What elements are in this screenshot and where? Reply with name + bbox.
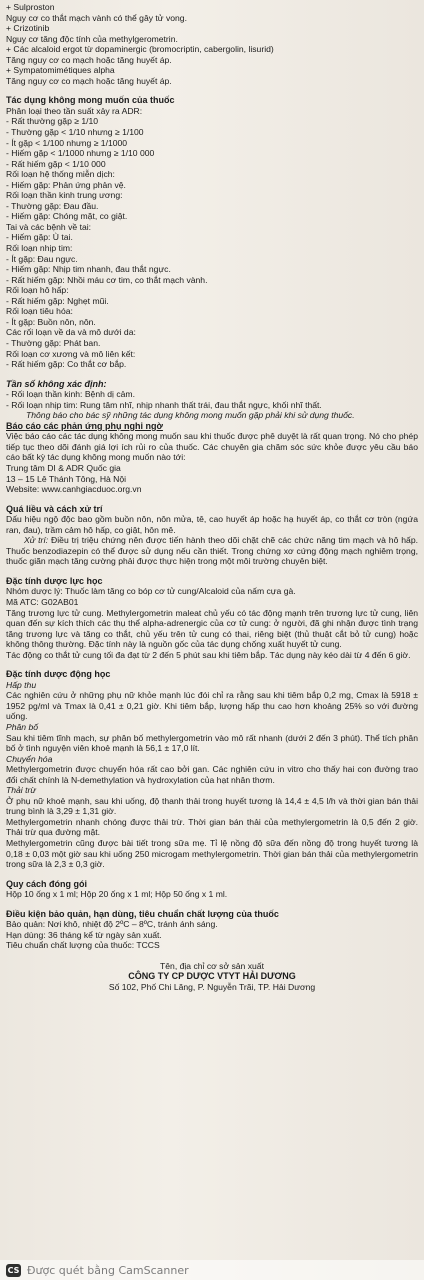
elimination-text: Ở phụ nữ khoẻ mạnh, sau khi uống, độ thanh thải trong huyết tương là 14,4 ± 4,5 l/h và thời gian bán thải trung bình là 3,29 ± 1,31 giờ. Methylergometrin nhanh chóng được thải trừ. Thời gian bán thải của methylergometrin là 0,5 đến 2 giờ. Thải trừ qua đường mật. Methylergometrin cũng được bài tiết trong sữa mẹ. Tỉ lệ nồng độ sữa đến nồng độ trong huyết tương là 0,18 ± 0,03 một giờ sau khi uống 250 microgam methylergometrin. Thời gian bán thải của methylergometrin trong sữa là 2,3 ± 0,3 giờ. [6, 795, 418, 870]
report-section [6, 421, 418, 495]
manufacturer-name: CÔNG TY CP DƯỢC VTYT HẢI DƯƠNG [128, 971, 296, 982]
storage-section [6, 909, 418, 951]
overdose-title: Quá liều và cách xử trí [6, 503, 103, 514]
packaging-title: Quy cách đóng gói [6, 878, 88, 889]
distribution-label: Phân bố [6, 722, 39, 732]
elimination-label: Thải trừ [6, 785, 36, 796]
pharmacodynamics-title: Đặc tính dược lực học [6, 575, 103, 586]
report-title: Báo cáo các phản ứng phụ nghi ngờ [6, 420, 163, 431]
camscanner-text: Được quét bằng CamScanner [27, 1263, 189, 1277]
distribution-text: Sau khi tiêm tĩnh mạch, sự phân bố methylergometrin vào mô rất nhanh (dưới 2 đến 3 phút). Thể tích phân bố ở tình nguyện viên khoẻ mạnh là 56,1 ± 17,0 lít. [6, 732, 418, 754]
storage-body: Bảo quản: Nơi khô, nhiệt độ 2ºC – 8ºC, tránh ánh sáng. Hạn dùng: 36 tháng kể từ ngày sản xuất. Tiêu chuẩn chất lượng của thuốc: TCCS [6, 919, 218, 951]
packaging-section [6, 879, 418, 900]
treatment-label: Xử trí: [24, 535, 49, 546]
overdose-treatment [6, 535, 418, 567]
pharmacokinetics-title: Đặc tính dược động học [6, 669, 111, 680]
treatment-text: Điều trị triệu chứng nên được tiến hành theo dõi chặt chẽ các chức năng tim mạch và hô hấp. Thuốc benzodiazepin có thể được sử dụng nếu cần thiết. Trong chứng xơ cứng động mạch nghiêm trọng, thuốc giãn mạch tăng cường phải được thực hiện trong một môi trường chuyên biệt. [6, 535, 418, 567]
pharmacodynamics-group: Nhóm dược lý: Thuốc làm tăng co bóp cơ tử cung/Alcaloid của nấm cựa gà. Mã ATC: G02AB01 [6, 586, 296, 607]
freq-unknown-section [6, 379, 418, 421]
packaging-body: Hộp 10 ống x 1 ml; Hộp 20 ống x 1 ml; Hộp 50 ống x 1 ml. [6, 889, 228, 900]
report-body: Việc báo cáo các tác dụng không mong muốn sau khi thuốc được phê duyệt là rất quan trọng. Nó cho phép tiếp tục theo dõi đánh giá lợi ích rủi ro của thuốc. Các chuyên gia chăm sóc sức khỏe được yêu cầu báo cáo bất kỳ tác dụng không mong muốn nào tới: [6, 431, 418, 463]
pharmacodynamics-body: Tăng trương lực tử cung. Methylergometrin maleat chủ yếu có tác động mạnh trên trương lực tử cung, liên quan đến sự kích thích các thụ thể alpha-adrenergic của cơ tử cung: ở người, đã ghi nhận được tình trạng tăng trương lực và tăng co thắt, chủ yếu trên tử cung có thai, riêng biệt (thủ thuật cắt bỏ tử cung) hoặc không thông thường. Đặc tính này là nguồn gốc của tác dụng chống xuất huyết tử cung. Tác động co thắt tử cung tối đa đạt từ 2 đến 5 phút sau khi tiêm bắp. Tác dụng này kéo dài từ 4 đến 6 giờ. [6, 607, 418, 660]
report-address: Trung tâm DI & ADR Quốc gia 13 – 15 Lê Thánh Tông, Hà Nội Website: www.canhgiacduoc.org.vn [6, 462, 142, 495]
manufacturer-label: Tên, địa chỉ cơ sở sản xuất [160, 960, 264, 971]
metabolism-label: Chuyển hóa [6, 753, 53, 764]
leaflet-content [6, 2, 418, 993]
adr-body: Phân loại theo tần suất xảy ra ADR: - Rất thường gặp ≥ 1/10 - Thường gặp < 1/10 nhưng ≥ 1/100 - Ít gặp < 1/100 nhưng ≥ 1/1000 - Hiếm gặp < 1/1000 nhưng ≥ 1/10 000 - Rất hiếm gặp < 1/10 000 Rối loạn hệ thống miễn dịch: - Hiếm gặp: Phản ứng phản vệ. Rối loạn thần kinh trung ương: - Thường gặp: Đau đầu. - Hiếm gặp: Chóng mặt, co giật. Tai và các bệnh về tai: - Hiếm gặp: Ù tai. Rối loạn nhịp tim: - Ít gặp: Đau ngực. - Hiếm gặp: Nhịp tim nhanh, đau thắt ngực. - Rất hiếm gặp: Nhồi máu cơ tim, co thắt mạch vành. Rối loạn hô hấp: - Rất hiếm gặp: Nghẹt mũi. Rối loạn tiêu hóa: - Ít gặp: Buồn nôn, nôn. Các rối loạn về da và mô dưới da: - Thường gặp: Phát ban. Rối loạn cơ xương và mô liên kết: - Rất hiếm gặp: Co thắt cơ bắp. [6, 105, 208, 370]
camscanner-logo-icon: CS [7, 1265, 20, 1275]
freq-unknown-note: Thông báo cho bác sỹ những tác dụng không mong muốn gặp phải khi sử dụng thuốc. [26, 410, 355, 421]
adr-section [6, 95, 418, 369]
overdose-section [6, 504, 418, 567]
storage-title: Điều kiện bảo quản, hạn dùng, tiêu chuẩn chất lượng của thuốc [6, 908, 279, 919]
metabolism-text: Methylergometrin được chuyển hóa rất cao bởi gan. Các nghiên cứu in vitro cho thấy hai con đường trao đổi chất chính là N-demethylation và hydroxylation của hạt nhân thơm. [6, 764, 418, 785]
adr-title: Tác dụng không mong muốn của thuốc [6, 95, 175, 106]
manufacturer-address: Số 102, Phố Chi Lăng, P. Nguyễn Trãi, TP. Hải Dương [108, 982, 316, 993]
pharmacokinetics-section [6, 669, 418, 869]
manufacturer-section [6, 961, 418, 993]
absorption-label: Hấp thu [6, 679, 37, 690]
absorption-text: Các nghiên cứu ở những phụ nữ khỏe mạnh lúc đói chỉ ra rằng sau khi tiêm bắp 0,2 mg, Cmax là 5918 ± 1952 pg/ml và Tmax là 0,41 ± 0,21 giờ. Khi tiêm bắp, lượng hấp thu cao hơn khoảng 25% so với đường uống. [6, 690, 418, 722]
interactions-tail: + Sulproston Nguy cơ co thắt mạch vành có thể gây tử vong. + Crizotinib Nguy cơ tăng độc tính của methylgerometrin. + Các alcaloid ergot từ dopaminergic (bromocriptin, cabergolin, lisurid) Tăng nguy cơ co mạch hoặc tăng huyết áp. + Sympatomimétiques alpha Tăng nguy cơ co mạch hoặc tăng huyết áp. [6, 2, 274, 86]
pharmacodynamics-section [6, 576, 418, 660]
overdose-body: Dấu hiệu ngộ độc bao gồm buồn nôn, nôn mửa, tê, cao huyết áp hoặc hạ huyết áp, co thắt cơ tròn (ngứa ran, đau), trầm cảm hô hấp, co giật, hôn mê. [6, 514, 418, 535]
freq-unknown-body: - Rối loạn thần kinh: Bệnh dị cảm. - Rối loạn nhịp tim: Rung tâm nhĩ, nhịp nhanh thất trái, đau thắt ngực, khối nhĩ thất. [6, 389, 322, 410]
freq-unknown-title: Tần số không xác định: [6, 378, 107, 389]
camscanner-watermark [0, 1260, 424, 1280]
